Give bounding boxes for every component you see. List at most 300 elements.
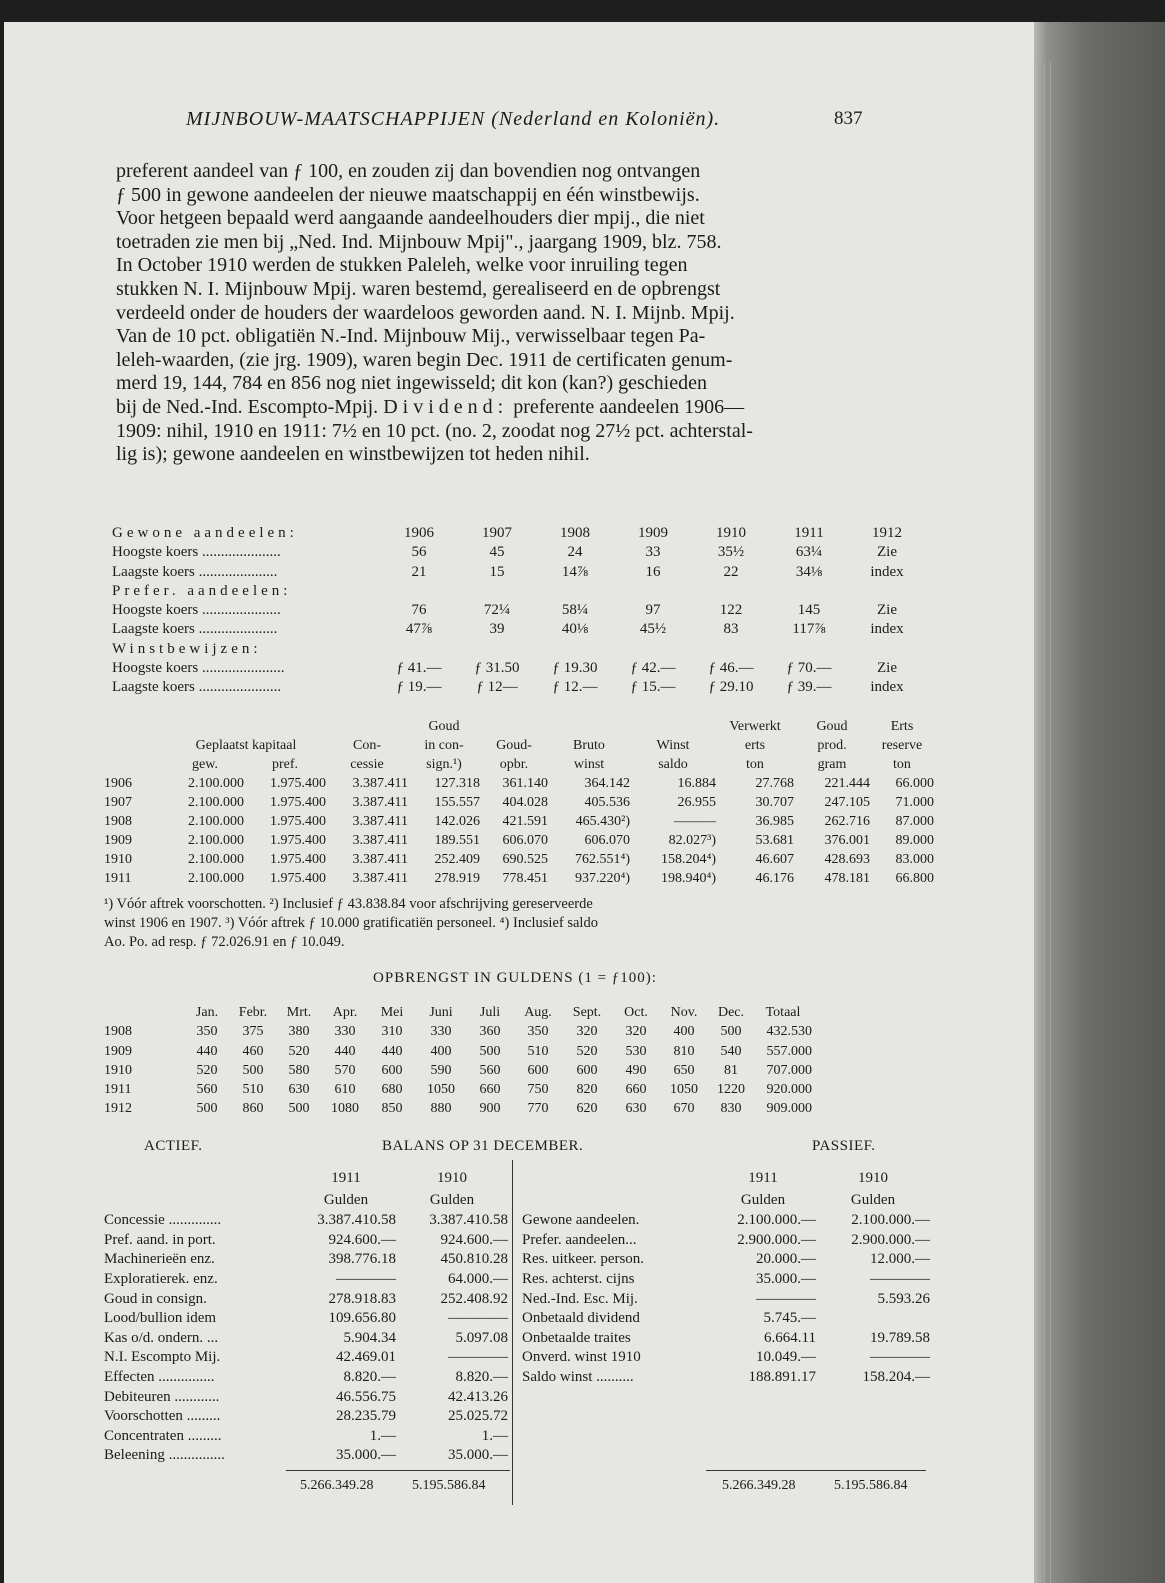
koers-value: 22 [723, 563, 739, 580]
text-line: toetraden zie men bij „Ned. Ind. Mijnbouw Mpij"., jaargang 1909, blz. 758. [116, 230, 722, 253]
opbrengst-value: 320 [576, 1024, 598, 1040]
balans-row [104, 1250, 508, 1270]
opbrengst-month: Oct. [624, 1005, 648, 1020]
production-value: 2.100.000 [188, 795, 244, 810]
koers-row [112, 563, 926, 582]
total-rule [286, 1470, 510, 1471]
balans-value: 10.049.— [756, 1349, 816, 1366]
production-value: 3.387.411 [352, 814, 408, 829]
production-header: opbr. [499, 757, 529, 772]
koers-value: 122 [719, 602, 743, 619]
production-table [104, 717, 934, 888]
opbrengst-month: Juni [429, 1005, 453, 1020]
opbrengst-value: 500 [479, 1043, 501, 1059]
opbrengst-value: 900 [479, 1101, 501, 1117]
koers-value: Zie [877, 660, 897, 677]
text-line: merd 19, 144, 784 en 856 nog niet ingewisseld; dit kon (kan?) geschieden [116, 372, 707, 395]
balans-value: 5.904.34 [343, 1329, 396, 1346]
balans-row [104, 1348, 508, 1368]
opbrengst-value: 380 [288, 1024, 310, 1040]
opbrengst-value: 540 [720, 1043, 742, 1059]
koers-value: 117⅞ [792, 621, 826, 638]
koers-value: ƒ 29.10 [708, 679, 754, 696]
opbrengst-month: Dec. [717, 1005, 745, 1020]
balans-label: Kas o/d. ondern. ... [104, 1329, 219, 1346]
opbrengst-value: 320 [625, 1024, 647, 1040]
balans-value: 28.235.79 [336, 1408, 396, 1425]
production-header: gew. [192, 757, 218, 772]
koers-value: index [870, 563, 904, 580]
koers-year: 1911 [794, 525, 824, 541]
production-value: 606.070 [502, 833, 548, 848]
production-value: 16.884 [677, 776, 716, 791]
balans-row [522, 1211, 930, 1231]
opbrengst-value: 909.000 [766, 1101, 812, 1117]
opbrengst-value: 560 [196, 1082, 218, 1098]
opbrengst-value: 350 [196, 1024, 218, 1040]
koers-value: ƒ 39.— [786, 679, 832, 696]
balans-value: ———— [870, 1270, 930, 1287]
balans-value: 35.000.— [448, 1447, 508, 1464]
production-row [104, 850, 934, 869]
balans-row [522, 1250, 930, 1270]
opbrengst-value: 1050 [670, 1082, 698, 1098]
balans-value: 5.097.08 [455, 1329, 508, 1346]
koers-label: Laagste koers ..................... [112, 621, 278, 638]
balans-value: 3.387.410.58 [429, 1212, 508, 1229]
opbrengst-value: 375 [242, 1024, 264, 1040]
koers-value: index [870, 621, 904, 638]
balans-value: ———— [448, 1349, 508, 1366]
balans-unit: Gulden [323, 1191, 369, 1208]
balans-year: 1910 [858, 1170, 888, 1186]
opbrengst-month: Mei [380, 1005, 404, 1020]
koers-label: Hoogste koers ...................... [112, 660, 285, 677]
koers-value: 97 [645, 602, 661, 619]
page-number: 837 [834, 108, 863, 129]
production-header: Goud [428, 719, 460, 734]
opbrengst-month: Juli [479, 1005, 501, 1020]
balans-unit: Gulden [429, 1191, 475, 1208]
production-value: 198.940⁴) [660, 871, 716, 886]
opbrengst-month: Totaal [765, 1005, 801, 1020]
balans-spacer [104, 1190, 296, 1212]
production-value: 3.387.411 [352, 852, 408, 867]
production-value: 376.001 [824, 833, 870, 848]
balans-label: Gewone aandeelen. [522, 1212, 640, 1229]
production-value: 36.985 [755, 814, 794, 829]
total-rule [706, 1470, 926, 1471]
opbrengst-row [104, 1022, 812, 1041]
opbrengst-year: 1910 [104, 1062, 132, 1078]
opbrengst-value: 500 [720, 1024, 742, 1040]
balans-value: 1.— [369, 1427, 396, 1444]
production-value: 2.100.000 [188, 852, 244, 867]
production-value: 87.000 [895, 814, 934, 829]
opbrengst-value: 1220 [717, 1082, 745, 1098]
opbrengst-month: Nov. [670, 1005, 698, 1020]
balans-label: Res. uitkeer. person. [522, 1251, 645, 1268]
opbrengst-month: Jan. [195, 1005, 219, 1020]
balans-unit: Gulden [850, 1191, 896, 1208]
koers-row [112, 543, 926, 562]
production-header [104, 755, 166, 774]
production-header: prod. [817, 738, 847, 753]
opbrengst-value: 830 [720, 1101, 742, 1117]
koers-label: Laagste koers ...................... [112, 679, 282, 696]
balans-label: Effecten ............... [104, 1368, 215, 1385]
production-value: 2.100.000 [188, 776, 244, 791]
production-header-row [104, 755, 934, 774]
koers-value: ƒ 46.— [708, 660, 754, 677]
production-header: Erts [890, 719, 914, 734]
koers-year: 1910 [716, 525, 746, 541]
production-value: 2.100.000 [188, 814, 244, 829]
balans-label: Debiteuren ............ [104, 1388, 220, 1405]
koers-value: 45 [489, 544, 505, 561]
passief-total-1911: 5.266.349.28 [722, 1478, 796, 1493]
balans-year-row [522, 1168, 930, 1190]
balans-unit-row [104, 1190, 508, 1212]
opbrengst-value: 850 [381, 1101, 403, 1117]
opbrengst-value: 770 [527, 1101, 549, 1117]
opbrengst-value: 600 [576, 1062, 598, 1078]
production-value: 690.525 [502, 852, 548, 867]
balans-value: 450.810.28 [440, 1251, 508, 1268]
balans-value: 158.204.— [862, 1368, 930, 1385]
opbrengst-value: 920.000 [766, 1082, 812, 1098]
production-value: 1.975.400 [270, 795, 326, 810]
opbrengst-value: 400 [673, 1024, 695, 1040]
balans-label: Beleening ............... [104, 1447, 225, 1464]
opbrengst-value: 680 [381, 1082, 403, 1098]
production-value: 3.387.411 [352, 795, 408, 810]
balans-label: Saldo winst .......... [522, 1368, 634, 1385]
opbrengst-value: 510 [527, 1043, 549, 1059]
koers-row [112, 659, 926, 678]
production-header: Bruto [573, 738, 605, 753]
koers-year: 1907 [482, 525, 512, 541]
koers-value: Zie [877, 602, 897, 619]
balans-value: 35.000.— [336, 1447, 396, 1464]
production-header: reserve [881, 738, 923, 753]
balans-year: 1911 [748, 1170, 778, 1186]
balans-value: 1.— [481, 1427, 508, 1444]
opbrengst-header-row [104, 1003, 812, 1022]
balans-value: 2.100.000.— [851, 1212, 930, 1229]
opbrengst-month: Apr. [332, 1005, 358, 1020]
opbrengst-value: 520 [288, 1043, 310, 1059]
opbrengst-value: 750 [527, 1082, 549, 1098]
opbrengst-title: OPBRENGST IN GULDENS (1 = ƒ100): [373, 970, 657, 986]
production-value: 2.100.000 [188, 871, 244, 886]
opbrengst-value: 600 [527, 1062, 549, 1078]
balans-value: 109.656.80 [328, 1310, 396, 1327]
opbrengst-value: 560 [479, 1062, 501, 1078]
balans-value: 5.593.26 [877, 1290, 930, 1307]
opbrengst-value: 660 [479, 1082, 501, 1098]
opbrengst-value: 707.000 [766, 1062, 812, 1078]
balans-spacer [104, 1168, 296, 1190]
balans-year-row [104, 1168, 508, 1190]
balans-value: ———— [336, 1270, 396, 1287]
balans-value: 398.776.18 [328, 1251, 396, 1268]
body-text [116, 160, 946, 467]
balans-row [104, 1211, 508, 1231]
production-header: erts [744, 738, 766, 753]
production-value: 606.070 [584, 833, 630, 848]
koers-row [112, 620, 926, 639]
opbrengst-value: 500 [196, 1101, 218, 1117]
production-row [104, 793, 934, 812]
production-header: gram [817, 757, 847, 772]
koers-value: 24 [567, 544, 583, 561]
production-header: Verwerkt [729, 719, 781, 734]
production-value: 66.000 [895, 776, 934, 791]
production-value: 361.140 [502, 776, 548, 791]
balans-label: Goud in consign. [104, 1290, 207, 1307]
production-header: saldo [658, 757, 688, 772]
opbrengst-value: 600 [381, 1062, 403, 1078]
balans-value [816, 1309, 930, 1329]
production-value: 89.000 [895, 833, 934, 848]
koers-year: 1912 [872, 525, 902, 541]
balans-label: Onbetaalde traites [522, 1329, 631, 1346]
balans-row [104, 1388, 508, 1408]
production-header [548, 717, 630, 736]
opbrengst-value: 310 [381, 1024, 403, 1040]
production-value: 127.318 [434, 776, 480, 791]
koers-value: 47⅞ [405, 621, 433, 638]
koers-row [112, 640, 926, 659]
production-value: 421.591 [502, 814, 548, 829]
opbrengst-value: 500 [242, 1062, 264, 1078]
koers-header-row [112, 524, 926, 543]
production-value: 1.975.400 [270, 814, 326, 829]
balans-value: 5.745.— [763, 1310, 816, 1327]
koers-value: ƒ 19.— [396, 679, 442, 696]
koers-value: 21 [411, 563, 427, 580]
koers-value: 58¼ [561, 602, 589, 619]
opbrengst-table [104, 1003, 812, 1119]
balans-row [522, 1368, 930, 1388]
opbrengst-value: 630 [625, 1101, 647, 1117]
balans-value: 278.918.83 [328, 1290, 396, 1307]
koers-value: ƒ 12— [476, 679, 518, 696]
koers-value: 16 [645, 563, 661, 580]
text-line: leleh-waarden, (zie jrg. 1909), waren begin Dec. 1911 de certificaten genum- [116, 348, 733, 371]
balans-title: BALANS OP 31 DECEMBER. [382, 1138, 584, 1154]
koers-section-label: Prefer. aandeelen: [112, 582, 292, 599]
balans-year: 1911 [331, 1170, 361, 1186]
footnote-line: ¹) Vóór aftrek voorschotten. ²) Inclusief ƒ 43.838.84 voor afschrijving gereserveerde [104, 896, 593, 912]
actief-table [104, 1168, 508, 1466]
opbrengst-value: 610 [334, 1082, 356, 1098]
koers-value: 76 [411, 602, 427, 619]
balans-row [104, 1446, 508, 1466]
balans-row [104, 1407, 508, 1427]
balans-divider [512, 1160, 513, 1505]
passief-total-1910: 5.195.586.84 [834, 1478, 908, 1493]
opbrengst-value: 650 [673, 1062, 695, 1078]
production-header [244, 717, 326, 736]
koers-value: 63¼ [795, 544, 823, 561]
text-line: stukken N. I. Mijnbouw Mpij. waren bestemd, gerealiseerd en de opbrengst [116, 277, 721, 300]
koers-year: 1909 [638, 525, 668, 541]
balans-value: 25.025.72 [448, 1408, 508, 1425]
opbrengst-year: 1912 [104, 1101, 132, 1117]
balans-value: 924.600.— [440, 1231, 508, 1248]
balans-row [104, 1329, 508, 1349]
balans-label: Pref. aand. in port. [104, 1231, 216, 1248]
balans-value: 20.000.— [756, 1251, 816, 1268]
production-value: 1.975.400 [270, 776, 326, 791]
production-value: 1.975.400 [270, 871, 326, 886]
production-value: 1.975.400 [270, 852, 326, 867]
balans-unit: Gulden [740, 1191, 786, 1208]
opbrengst-value: 81 [724, 1062, 738, 1078]
actief-total-1910: 5.195.586.84 [412, 1478, 486, 1493]
balans-value: 12.000.— [870, 1251, 930, 1268]
opbrengst-value: 500 [288, 1101, 310, 1117]
balans-value: ———— [756, 1290, 816, 1307]
opbrengst-value: 432.530 [766, 1024, 812, 1040]
production-header: in con- [424, 738, 464, 753]
production-value: 428.693 [824, 852, 870, 867]
balans-value: ———— [448, 1310, 508, 1327]
koers-section-label: Gewone aandeelen: [112, 525, 298, 541]
koers-year: 1906 [404, 525, 434, 541]
production-header: pref. [271, 757, 299, 772]
koers-value: ƒ 41.— [396, 660, 442, 677]
balans-value: ———— [870, 1349, 930, 1366]
production-value: 189.551 [434, 833, 480, 848]
koers-value: ƒ 19.30 [552, 660, 598, 677]
production-value: 66.800 [895, 871, 934, 886]
koers-section-label: Winstbewijzen: [112, 640, 262, 657]
production-header [630, 717, 716, 736]
footnote-line: winst 1906 en 1907. ³) Vóór aftrek ƒ 10.000 gratificatiën personeel. ⁴) Inclusief saldo [104, 915, 598, 931]
opbrengst-value: 400 [430, 1043, 452, 1059]
production-row [104, 831, 934, 850]
production-value: 142.026 [434, 814, 480, 829]
opbrengst-value: 570 [334, 1062, 356, 1078]
production-value: 3.387.411 [352, 776, 408, 791]
koers-value: 56 [411, 544, 427, 561]
koers-value: 40⅛ [561, 621, 589, 638]
production-value: 27.768 [755, 776, 794, 791]
opbrengst-row [104, 1099, 812, 1118]
production-value: 937.220⁴) [574, 871, 630, 886]
production-value: 465.430²) [575, 814, 630, 829]
koers-value: index [870, 679, 904, 696]
koers-value: 145 [797, 602, 821, 619]
production-year: 1907 [104, 795, 132, 810]
koers-row [112, 678, 926, 697]
opbrengst-month: Aug. [524, 1005, 552, 1020]
opbrengst-row [104, 1080, 812, 1099]
balans-value: 252.408.92 [440, 1290, 508, 1307]
production-header-row [104, 736, 934, 755]
production-header: Goud- [496, 738, 532, 753]
opbrengst-month: Mrt. [286, 1005, 312, 1020]
koers-year: 1908 [560, 525, 590, 541]
opbrengst-value: 810 [673, 1043, 695, 1059]
production-header: ton [746, 757, 764, 772]
opbrengst-month: Febr. [238, 1005, 268, 1020]
production-header: ton [893, 757, 911, 772]
balans-value: 6.664.11 [764, 1329, 816, 1346]
production-value: 30.707 [755, 795, 794, 810]
balans-value: 35.000.— [756, 1270, 816, 1287]
balans-year: 1910 [437, 1170, 467, 1186]
opbrengst-row [104, 1042, 812, 1061]
balans-label: Exploratierek. enz. [104, 1270, 218, 1287]
koers-value: ƒ 70.— [786, 660, 832, 677]
balans-label: Ned.-Ind. Esc. Mij. [522, 1290, 638, 1307]
opbrengst-value: 510 [242, 1082, 264, 1098]
balans-row [522, 1290, 930, 1310]
production-row [104, 812, 934, 831]
production-value: 364.142 [584, 776, 630, 791]
production-header: sign.¹) [426, 757, 462, 772]
opbrengst-value: 440 [196, 1043, 218, 1059]
actief-total-1911: 5.266.349.28 [300, 1478, 374, 1493]
production-value: 82.027³) [668, 833, 716, 848]
production-value: 53.681 [755, 833, 794, 848]
koers-row [112, 582, 926, 601]
passief-label: PASSIEF. [812, 1138, 876, 1154]
production-value: 262.716 [824, 814, 870, 829]
production-header [166, 717, 244, 736]
balans-row [104, 1270, 508, 1290]
koers-value: 35½ [717, 544, 745, 561]
koers-value: 15 [489, 563, 505, 580]
production-year: 1910 [104, 852, 132, 867]
balans-value: 64.000.— [448, 1270, 508, 1287]
balans-row [104, 1231, 508, 1251]
koers-table [112, 524, 926, 698]
production-year: 1911 [104, 871, 132, 886]
production-value: 247.105 [824, 795, 870, 810]
opbrengst-year: 1909 [104, 1043, 132, 1059]
balans-row [104, 1290, 508, 1310]
opbrengst-value: 620 [576, 1101, 598, 1117]
balans-value: 2.900.000.— [737, 1231, 816, 1248]
balans-spacer [522, 1168, 710, 1190]
balans-label: Machinerieën enz. [104, 1251, 215, 1268]
balans-value: 8.820.— [343, 1368, 396, 1385]
production-header [480, 717, 548, 736]
text-line: lig is); gewone aandeelen en winstbewijzen tot heden nihil. [116, 443, 590, 466]
koers-label: Hoogste koers ..................... [112, 544, 281, 561]
production-value: 155.557 [434, 795, 480, 810]
text-line: verdeeld onder de houders der waardeloos geworden aand. N. I. Mijnb. Mpij. [116, 301, 735, 324]
production-value: 46.176 [755, 871, 794, 886]
opbrengst-value: 860 [242, 1101, 264, 1117]
balans-label: Res. achterst. cijns [522, 1270, 635, 1287]
balans-row [104, 1368, 508, 1388]
opbrengst-value: 490 [625, 1062, 647, 1078]
opbrengst-year: 1911 [104, 1082, 132, 1098]
balans-row [522, 1309, 930, 1329]
production-value: 478.181 [824, 871, 870, 886]
koers-value: 34⅛ [795, 563, 823, 580]
opbrengst-value: 557.000 [766, 1043, 812, 1059]
balans-value: 2.900.000.— [851, 1231, 930, 1248]
opbrengst-month [104, 1003, 184, 1022]
balans-row [104, 1309, 508, 1329]
